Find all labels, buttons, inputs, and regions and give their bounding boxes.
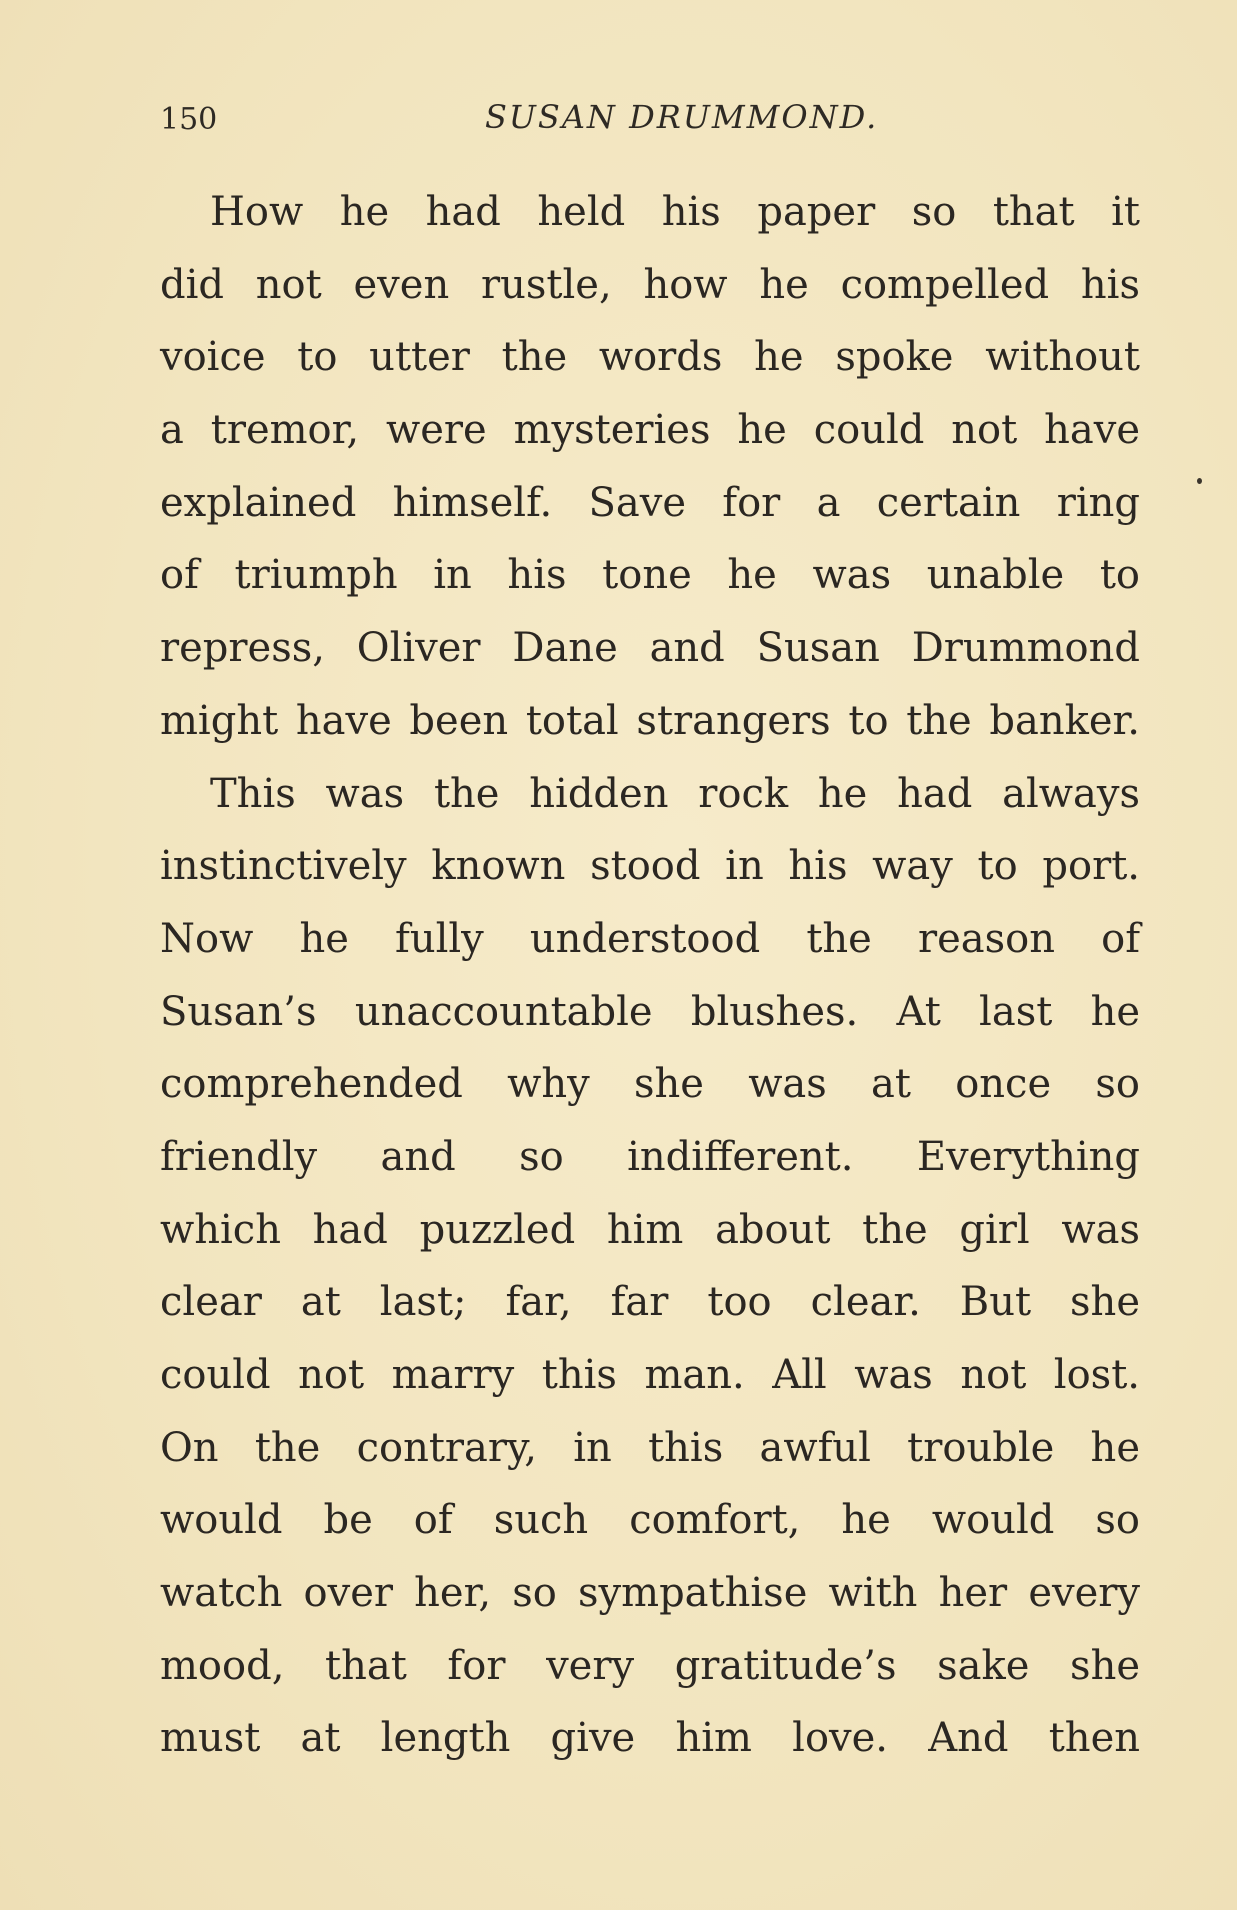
text-line: could not marry this man. All was not lost. xyxy=(160,1352,1140,1398)
text-line: did not even rustle, how he compelled his xyxy=(160,261,1140,308)
text-line: must at length give him love. And then xyxy=(160,1715,1140,1762)
ink-speck xyxy=(1197,478,1202,484)
text-line: voice to utter the words he spoke without xyxy=(160,334,1140,381)
text-line: friendly and so indifferent. Everything xyxy=(160,1133,1140,1180)
text-line: of triumph in his tone he was unable to xyxy=(160,552,1140,599)
text-line: Now he fully understood the reason of xyxy=(160,915,1140,962)
text-line: would be of such comfort, he would so xyxy=(160,1497,1140,1544)
page-header xyxy=(160,98,1150,148)
text-line: Susan’s unaccountable blushes. At last he xyxy=(160,988,1140,1035)
page-number: 150 xyxy=(160,102,218,137)
text-line: a tremor, were mysteries he could not have xyxy=(160,407,1140,454)
body-text xyxy=(160,176,1140,1775)
text-line: clear at last; far, far too clear. But she xyxy=(160,1279,1140,1326)
text-line: mood, that for very gratitude’s sake she xyxy=(160,1642,1140,1689)
text-line: instinctively known stood in his way to port. xyxy=(160,843,1140,890)
text-line: which had puzzled him about the girl was xyxy=(160,1206,1140,1253)
text-line: This was the hidden rock he had always xyxy=(210,770,1140,817)
text-line: explained himself. Save for a certain ring xyxy=(160,479,1140,526)
text-line: How he had held his paper so that it xyxy=(210,189,1140,235)
running-title: SUSAN DRUMMOND. xyxy=(485,98,879,136)
text-line: repress, Oliver Dane and Susan Drummond xyxy=(160,625,1140,672)
text-line: comprehended why she was at once so xyxy=(160,1061,1140,1108)
text-line: might have been total strangers to the banker. xyxy=(160,697,1140,744)
text-line: watch over her, so sympathise with her every xyxy=(160,1570,1140,1617)
text-line: On the contrary, in this awful trouble he xyxy=(160,1424,1140,1471)
